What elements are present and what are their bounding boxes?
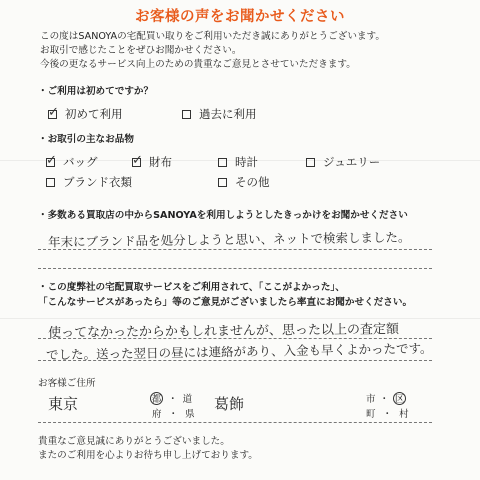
intro-line: 今後の更なるサービス向上のための貴重なご意見とさせていただきます。 [40,59,356,70]
option-other[interactable] [218,174,270,190]
question-items: ・お取引の主なお品物 [38,134,134,145]
intro-line: お取引で感じたことをぜひお聞かせください。 [40,45,242,56]
option-label: バッグ [63,155,98,169]
question-first-time: ・ご利用は初めてですか？ [38,86,154,97]
checkbox[interactable] [218,178,227,187]
address-label: お客様ご住所 [38,378,96,389]
option-jewelry[interactable] [306,154,380,170]
answer-line [38,360,432,361]
checkbox[interactable] [46,152,57,168]
option-label: ブランド衣類 [63,175,132,189]
checkbox[interactable] [46,178,55,187]
address-line [38,422,432,423]
handwritten-answer-feedback-line2: でした。送った翌日の昼には連絡があり、入金も早くよかったです。 [45,340,433,363]
question-feedback-line2: 「こんなサービスがあったら」等のご意見がございましたら率直にお聞かせください。 [38,297,413,308]
closing-line: またのご利用を心よりお待ち申し上げております。 [38,450,258,461]
checkbox[interactable] [182,110,191,119]
option-brand-clothing[interactable] [46,174,132,190]
answer-line [38,268,432,269]
question-reason: ・多数ある買取店の中からSANOYAを利用しようとしたきっかけをお聞かせください [38,210,408,221]
option-label: 時計 [235,155,258,169]
city-suffix-bottom: 町 ・ 村 [366,409,409,420]
option-returning[interactable] [182,106,257,122]
checkbox[interactable] [132,152,143,168]
checkmark-icon: ✓ [132,152,143,168]
checkbox[interactable] [218,158,227,167]
prefecture-suffix-bottom: 府 ・ 県 [152,409,195,420]
checkbox[interactable] [306,158,315,167]
option-label: 過去に利用 [199,107,257,121]
handwritten-answer-reason: 年末にブランド品を処分しようと思い、ネットで検索しました。 [47,229,411,250]
selected-suffix-to: 都 [151,394,162,405]
suffix-ken: 県 [185,409,195,420]
option-label: その他 [235,175,270,189]
suffix-fu: 府 [152,409,162,420]
option-first-time[interactable] [48,106,123,122]
form-title: お客様の声をお聞かせください [135,9,345,25]
handwritten-answer-feedback-line1: 使ってなかったからかもしれませんが、思った以上の査定額 [47,322,400,341]
suffix-shi: 市 [366,394,376,405]
suffix-machi: 町 [366,409,376,420]
intro-text [40,30,385,72]
option-label: 財布 [149,155,172,169]
option-bag[interactable] [46,154,98,170]
question-feedback-line1: ・この度弊社の宅配買取サービスをご利用されて、「ここがよかった」、 [38,282,345,293]
option-label: 初めて利用 [65,107,123,121]
answer-line [38,249,432,250]
checkbox[interactable] [48,104,59,120]
checkmark-icon: ✓ [48,104,59,120]
suffix-do: 道 [182,394,193,405]
checkmark-icon: ✓ [46,152,57,168]
selected-suffix-ku: 区 [394,394,405,405]
handwritten-prefecture: 東京 [48,395,79,413]
handwritten-city: 葛飾 [214,395,245,413]
option-label: ジュエリー [323,155,381,169]
city-suffix-top: 市 ・ 区 [366,394,405,405]
intro-line: この度はSANOYAの宅配買い取りをご利用いただき誠にありがとうございます。 [40,31,385,42]
option-watch[interactable] [218,154,258,170]
closing-line: 貴重なご意見誠にありがとうございました。 [38,436,230,447]
prefecture-suffix-top: 都 ・ 道 [151,394,193,405]
option-wallet[interactable] [132,154,172,170]
closing-text [38,435,258,463]
suffix-mura: 村 [399,409,409,420]
